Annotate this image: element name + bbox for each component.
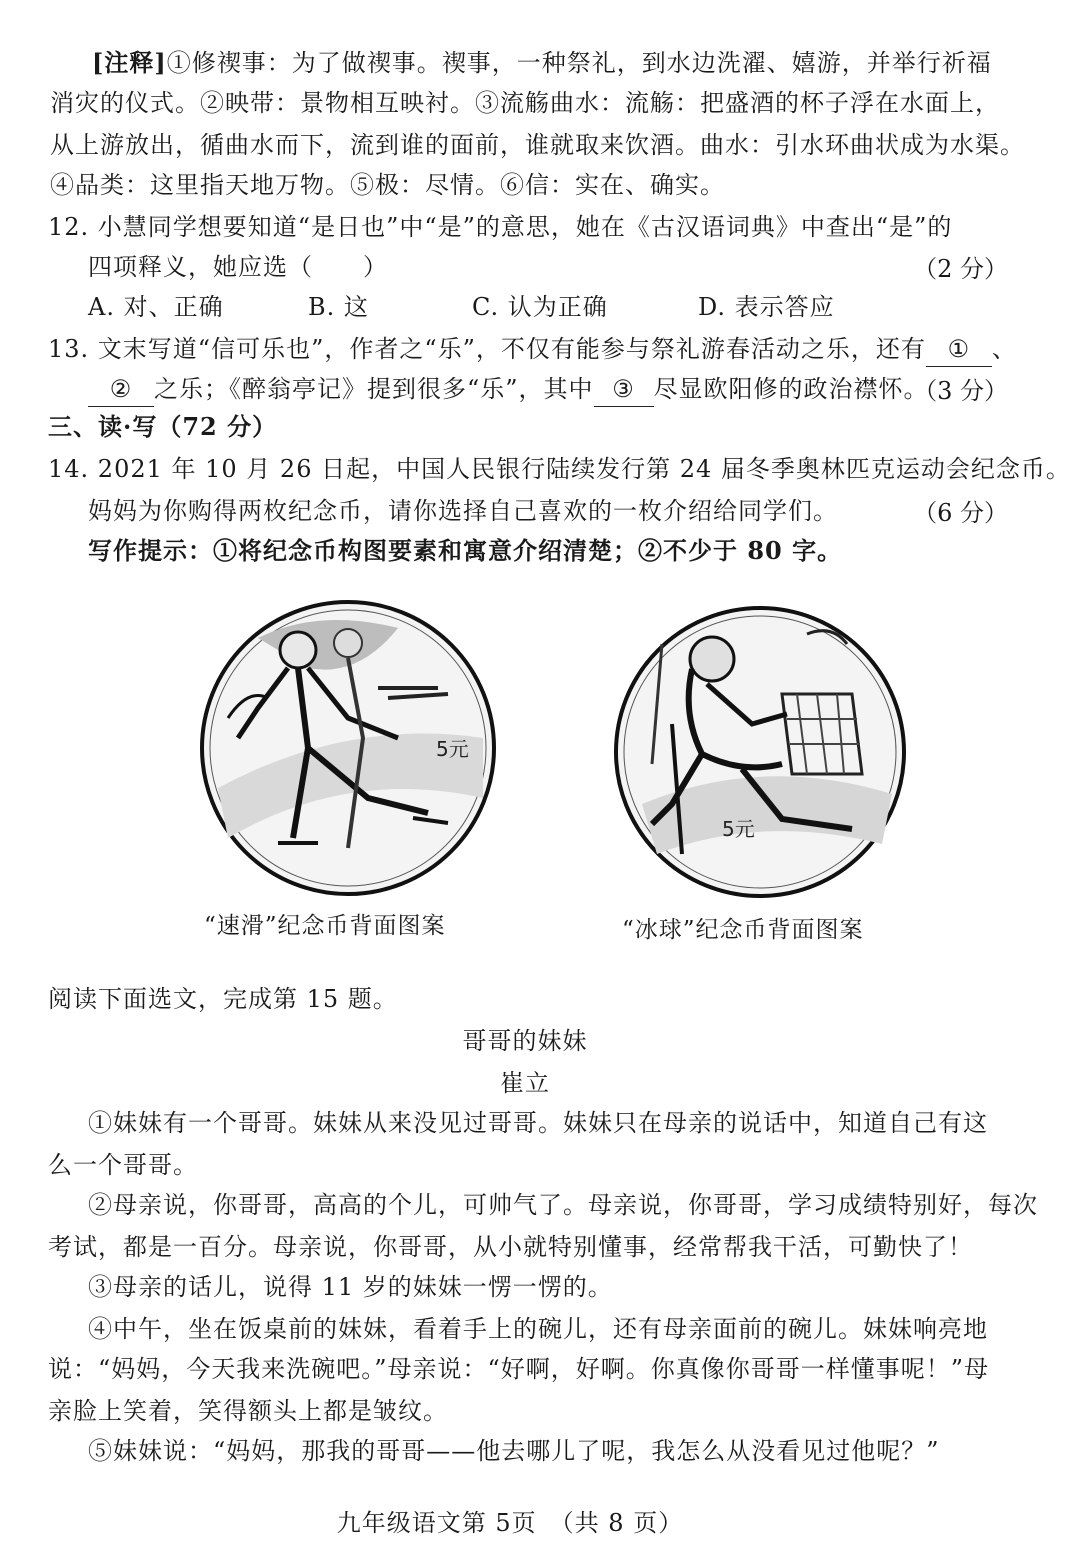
q12-option-c: C. 认为正确 bbox=[472, 293, 608, 321]
reading-p1-line-1: ①妹妹有一个哥哥。妹妹从来没见过哥哥。妹妹只在母亲的说话中，知道自己有这 bbox=[88, 1109, 988, 1137]
q12-option-b: B. 这 bbox=[308, 293, 369, 321]
notes-text-1: ①修禊事：为了做禊事。禊事，一种祭礼，到水边洗濯、嬉游，并举行祈福 bbox=[166, 49, 992, 77]
q14-line-1: 14. 2021 年 10 月 26 日起，中国人民银行陆续发行第 24 届冬季奥林匹克运动会纪念币。 bbox=[48, 455, 1071, 483]
notes-label: [注释] bbox=[92, 48, 167, 77]
q12-score: （2 分） bbox=[913, 255, 1008, 283]
q13-blank-1: ① bbox=[926, 332, 992, 367]
reading-intro: 阅读下面选文，完成第 15 题。 bbox=[48, 985, 398, 1013]
q13-score: （3 分） bbox=[913, 377, 1008, 405]
notes-line-2: 消灾的仪式。②映带：景物相互映衬。③流觞曲水：流觞：把盛酒的杯子浮在水面上， bbox=[50, 89, 1000, 117]
reading-p5: ⑤妹妹说：“妈妈，那我的哥哥——他去哪儿了呢，我怎么从没看见过他呢？” bbox=[88, 1437, 940, 1465]
q13-line-2 bbox=[88, 372, 929, 407]
reading-p2-line-1: ②母亲说，你哥哥，高高的个儿，可帅气了。母亲说，你哥哥，学习成绩特别好，每次 bbox=[88, 1191, 1038, 1219]
section-3-title: 三、读·写（72 分） bbox=[48, 412, 278, 441]
q13-blank-3: ③ bbox=[594, 372, 654, 407]
notes-line-4: ④品类：这里指天地万物。⑤极：尽情。⑥信：实在、确实。 bbox=[50, 171, 725, 199]
coin-2-caption: “冰球”纪念币背面图案 bbox=[622, 917, 864, 943]
q12-option-a: A. 对、正确 bbox=[88, 293, 224, 321]
q12-option-d: D. 表示答应 bbox=[698, 293, 835, 321]
page-footer: 九年级语文第 5页 （共 8 页） bbox=[336, 1509, 684, 1537]
reading-p4-line-2: 说：“妈妈，今天我来洗碗吧。”母亲说：“好啊，好啊。你真像你哥哥一样懂事呢！”母 bbox=[48, 1355, 990, 1383]
ice-hockey-coin-image bbox=[612, 604, 908, 900]
q13-text-1: 13. 文末写道“信可乐也”，作者之“乐”，不仅有能参与祭礼游春活动之乐，还有 bbox=[48, 335, 926, 363]
reading-p4-line-3: 亲脸上笑着，笑得额头上都是皱纹。 bbox=[48, 1397, 448, 1425]
coin-1-caption: “速滑”纪念币背面图案 bbox=[204, 913, 446, 939]
q13-text-1b: 、 bbox=[991, 335, 1017, 363]
coin-1-denomination: 5元 bbox=[436, 737, 469, 761]
q14-tip-text: 写作提示：①将纪念币构图要素和寓意介绍清楚；②不少于 80 字。 bbox=[88, 536, 843, 565]
reading-p2-line-2: 考试，都是一百分。母亲说，你哥哥，从小就特别懂事，经常帮我干活，可勤快了！ bbox=[48, 1233, 973, 1261]
q14-line-2: 妈妈为你购得两枚纪念币，请你选择自己喜欢的一枚介绍给同学们。 bbox=[88, 497, 838, 525]
speed-skating-coin-image bbox=[198, 598, 498, 898]
q13-text-2b: 尽显欧阳修的政治襟怀。 bbox=[653, 375, 929, 403]
reading-title: 哥哥的妹妹 bbox=[462, 1027, 588, 1055]
q12-line-1: 12. 小慧同学想要知道“是日也”中“是”的意思，她在《古汉语词典》中查出“是”的 bbox=[48, 213, 953, 241]
reading-author: 崔立 bbox=[500, 1069, 550, 1097]
q13-blank-2: ② bbox=[88, 372, 154, 407]
q14-tip bbox=[88, 534, 842, 568]
reading-p1-line-2: 么一个哥哥。 bbox=[48, 1151, 198, 1179]
notes-line-1 bbox=[92, 46, 992, 80]
reading-p4-line-1: ④中午，坐在饭桌前的妹妹，看着手上的碗儿，还有母亲面前的碗儿。妹妹响亮地 bbox=[88, 1315, 988, 1343]
coin-2-denomination: 5元 bbox=[722, 817, 755, 841]
reading-p3: ③母亲的话儿，说得 11 岁的妹妹一愣一愣的。 bbox=[88, 1273, 613, 1301]
q13-line-1 bbox=[48, 332, 1017, 367]
notes-line-3: 从上游放出，循曲水而下，流到谁的面前，谁就取来饮酒。曲水：引水环曲状成为水渠。 bbox=[50, 131, 1025, 159]
q12-line-2: 四项释义，她应选（ ） bbox=[88, 253, 388, 281]
q14-score: （6 分） bbox=[913, 499, 1008, 527]
q13-text-2: 之乐；《醉翁亭记》提到很多“乐”，其中 bbox=[154, 375, 594, 403]
